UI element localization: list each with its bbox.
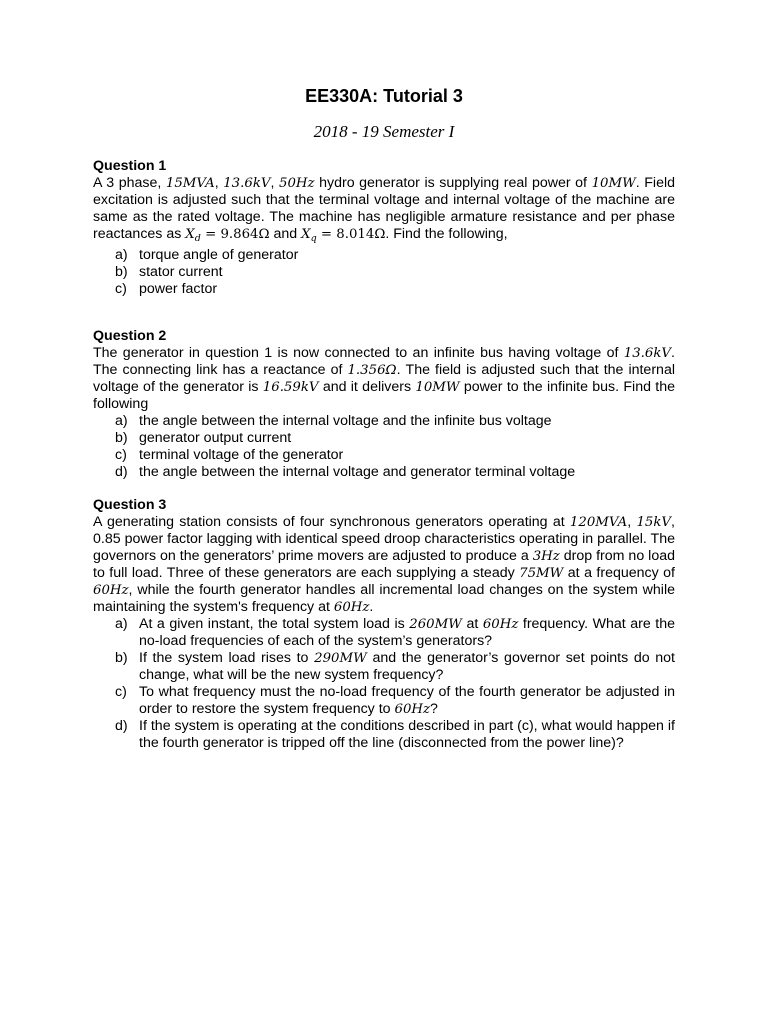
q2-part-a xyxy=(93,413,675,430)
q2-part-c xyxy=(93,447,675,464)
q3-math-rating: 120MVA xyxy=(569,515,628,530)
q1-text: A 3 phase, xyxy=(93,175,166,191)
q2-math-power: 10MW xyxy=(415,380,460,395)
q3-part-c xyxy=(93,684,675,718)
q2-part-d xyxy=(93,464,675,481)
q2-math-reactance: 1.356Ω xyxy=(347,363,397,378)
q3-math-frequency: 60Hz xyxy=(333,600,370,615)
q2-text: The generator in question 1 is now connected to an infinite bus having voltage of xyxy=(93,345,624,361)
part-label: b) xyxy=(115,430,128,446)
part-math: 290MW xyxy=(314,651,367,666)
part-label: a) xyxy=(115,247,128,263)
q1-text: and xyxy=(269,226,302,242)
xq-value: = 8.014Ω xyxy=(316,227,386,242)
q1-math-frequency: 50Hz xyxy=(279,176,315,191)
part-text: the angle between the internal voltage and the infinite bus voltage xyxy=(139,413,552,429)
document-subtitle: 2018 - 19 Semester I xyxy=(313,122,455,141)
q2-math-internal-voltage: 16.59kV xyxy=(262,380,319,395)
part-text: stator current xyxy=(139,264,223,280)
q1-text: , xyxy=(270,175,280,191)
question-1-heading: Question 1 xyxy=(93,158,167,174)
part-text: frequency. What are the no-load frequencies of each of the system’s generators? xyxy=(139,616,675,649)
document-title: EE330A: Tutorial 3 xyxy=(305,86,463,106)
question-2-body xyxy=(93,345,675,413)
question-2 xyxy=(93,328,675,481)
q3-math-droop: 3Hz xyxy=(532,549,560,564)
q3-math-power: 75MW xyxy=(519,566,564,581)
question-2-heading: Question 2 xyxy=(93,328,167,344)
question-2-parts xyxy=(93,413,675,481)
q2-text: . The connecting link has a reactance of xyxy=(93,345,675,378)
part-label: a) xyxy=(115,616,128,632)
q3-text: at a frequency of xyxy=(563,565,675,581)
part-label: c) xyxy=(115,447,127,463)
part-math: 60Hz xyxy=(482,617,519,632)
q1-text: . Find the following, xyxy=(385,226,508,242)
part-text: If the system load rises to xyxy=(139,650,315,666)
xd-subscript: d xyxy=(194,233,201,244)
q2-text: power to the infinite bus. Find the following xyxy=(93,379,676,412)
q3-text: . xyxy=(369,599,374,615)
q3-math-voltage: 15kV xyxy=(636,515,672,530)
q1-math-xd xyxy=(185,227,269,242)
q2-part-b xyxy=(93,430,675,447)
q1-math-voltage: 13.6kV xyxy=(223,176,271,191)
part-label: c) xyxy=(115,684,127,700)
q1-text: , xyxy=(214,175,224,191)
q1-part-a xyxy=(93,247,675,264)
part-label: d) xyxy=(115,718,128,734)
q1-math-xq xyxy=(301,227,385,242)
question-3-heading: Question 3 xyxy=(93,497,167,513)
q2-text: . The field is adjusted such that the internal voltage of the generator is xyxy=(93,362,675,395)
q3-part-a xyxy=(93,616,675,650)
q3-text: , 0.85 power factor lagging with identical speed droop characteristics operating in parallel. The governors on the generators’ prime movers are adjusted to produce a xyxy=(93,514,675,564)
q2-math-bus-voltage: 13.6kV xyxy=(623,346,672,361)
q3-text: A generating station consists of four synchronous generators operating at xyxy=(93,514,570,530)
part-text: At a given instant, the total system load is xyxy=(139,616,410,632)
xq-symbol: X xyxy=(301,227,311,242)
part-text: If the system is operating at the conditions described in part (c), what would happen if the fourth generator is tripped off the line (disconnected from the power line)? xyxy=(139,718,675,751)
q2-text: and it delivers xyxy=(318,379,416,395)
q3-text: , xyxy=(627,514,637,530)
part-label: b) xyxy=(115,264,128,280)
q3-text: drop from no load to full load. Three of these generators are each supplying a steady xyxy=(93,548,675,581)
part-text: generator output current xyxy=(139,430,292,446)
xq-subscript: q xyxy=(310,233,317,244)
q1-text: hydro generator is supplying real power of xyxy=(314,175,592,191)
part-label: a) xyxy=(115,413,128,429)
question-3 xyxy=(93,497,675,752)
question-3-body xyxy=(93,514,675,616)
part-text: ? xyxy=(430,701,438,717)
q3-math-frequency: 60Hz xyxy=(93,583,129,598)
part-math: 260MW xyxy=(409,617,462,632)
q1-math-power: 10MW xyxy=(591,176,636,191)
part-text: To what frequency must the no-load frequency of the fourth generator be adjusted in order to restore the system frequency to xyxy=(139,684,675,717)
q1-part-b xyxy=(93,264,675,281)
part-text: at xyxy=(461,616,483,632)
q3-text: , while the fourth generator handles all incremental load changes on the system while maintaining the system's frequency at xyxy=(93,582,675,615)
part-text: terminal voltage of the generator xyxy=(139,447,344,463)
question-1-parts xyxy=(93,247,675,298)
question-1-body xyxy=(93,175,675,247)
q1-text: . Field excitation is adjusted such that the terminal voltage and internal voltage of the machine are same as the rated voltage. The machine has negligible armature resistance and per phase reactances as xyxy=(93,175,676,242)
q3-part-d xyxy=(93,718,675,752)
question-3-parts xyxy=(93,616,675,752)
xd-symbol: X xyxy=(185,227,195,242)
part-text: torque angle of generator xyxy=(139,247,299,263)
question-1 xyxy=(93,158,675,298)
part-label: c) xyxy=(115,281,127,297)
part-text: and the generator’s governor set points do not change, what will be the new system frequency? xyxy=(139,650,675,683)
q1-math-rating: 15MVA xyxy=(165,176,215,191)
part-label: b) xyxy=(115,650,128,666)
part-text: power factor xyxy=(139,281,218,297)
xd-value: = 9.864Ω xyxy=(200,227,270,242)
part-label: d) xyxy=(115,464,128,480)
q3-part-b xyxy=(93,650,675,684)
part-math: 60Hz xyxy=(394,702,431,717)
q1-part-c xyxy=(93,281,675,298)
part-text: the angle between the internal voltage and generator terminal voltage xyxy=(139,464,576,480)
